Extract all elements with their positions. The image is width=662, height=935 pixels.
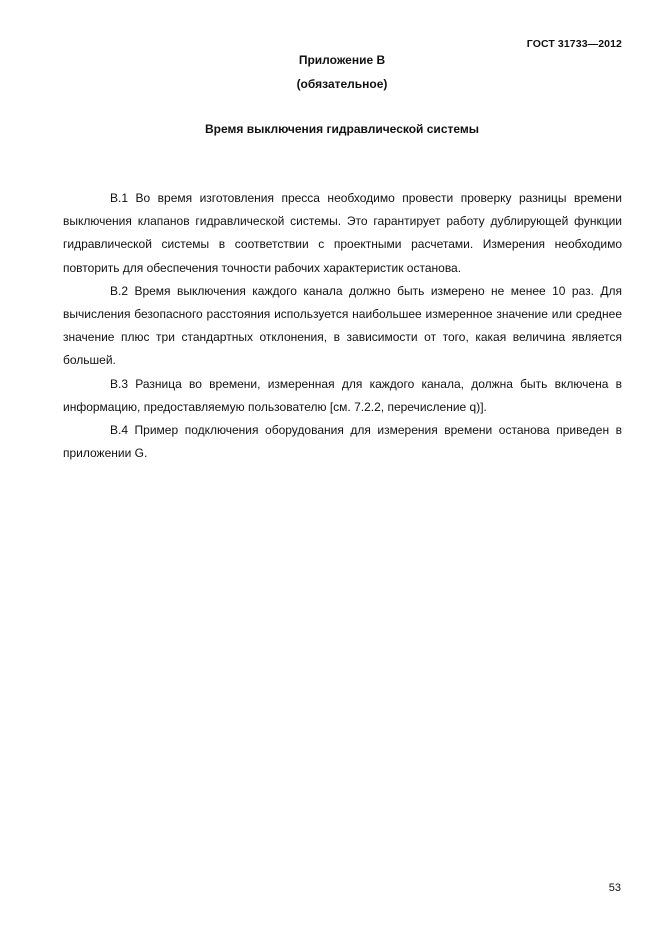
page-number: 53 <box>608 882 621 894</box>
annex-status: (обязательное) <box>296 77 388 91</box>
paragraph-b2: В.2 Время выключения каждого канала должно быть измерено не менее 10 раз. Для вычисления безопасного расстояния используется наибольшее измеренное значение или среднее значение плюс три стандартных отклонения, в зависимости от того, какая величина является большей. <box>63 283 622 368</box>
annex-title: Приложение В <box>298 53 386 67</box>
paragraph-b4: В.4 Пример подключения оборудования для измерения времени останова приведен в приложении G. <box>63 423 622 461</box>
paragraph-b3: В.3 Разница во времени, измеренная для каждого канала, должна быть включена в информацию, предоставляемую пользователю [см. 7.2.2, перечисление q)]. <box>63 376 622 414</box>
section-title: Время выключения гидравлической системы <box>204 122 480 136</box>
document-code: ГОСТ 31733—2012 <box>526 38 622 50</box>
body-text <box>63 187 622 465</box>
paragraph-b1: В.1 Во время изготовления пресса необходимо провести проверку разницы времени выключения клапанов гидравлической системы. Это гарантирует работу дублирующей функции гидравлической системы в соответствии с проектными расчетами. Измерения необходимо повторить для обеспечения точности рабочих характеристик останова. <box>63 191 622 275</box>
